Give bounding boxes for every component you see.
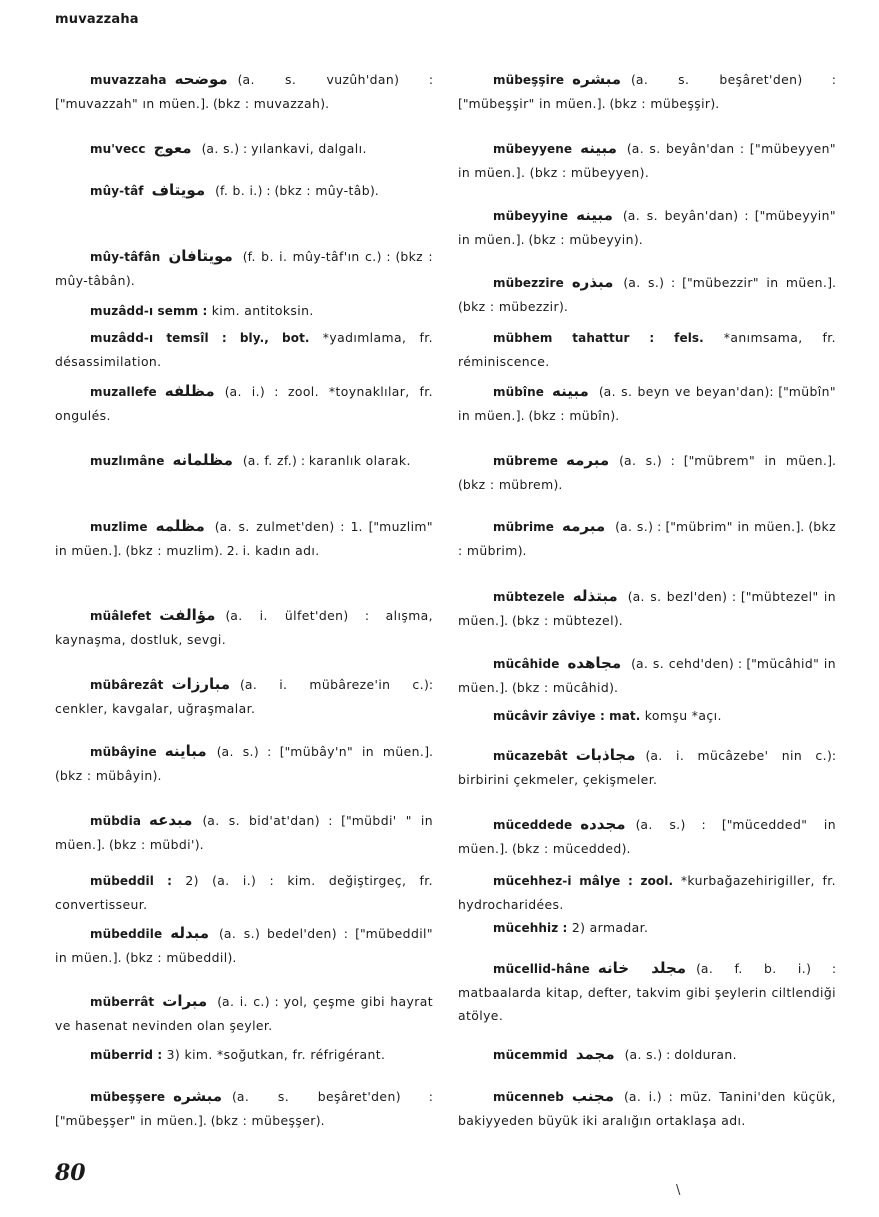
entry-definition: (a. i.) : müz. Tanini'den küçük, bakiyyeden büyük iki aralığın ortaklaşa adı. (458, 1089, 836, 1128)
entry-definition: (a. s. bezl'den) : ["mübtezel" in müen.]. (bkz : mübtezel). (458, 589, 836, 628)
entry-definition: (a. i. ülfet'den) : alışma, kaynaşma, dostluk, sevgi. (55, 608, 433, 647)
dictionary-entry (458, 1043, 836, 1067)
entry-arabic-script: مؤالفت (159, 606, 216, 624)
entry-arabic-script: مبذره (571, 273, 614, 291)
entry-headword: mücenneb (493, 1090, 564, 1104)
entry-definition: (a. s.) : ["mübây'n" in müen.]. (bkz : mübâyin). (55, 744, 433, 783)
entry-arabic-script: مجاهده (567, 654, 622, 672)
entry-arabic-script: مجمد (575, 1045, 615, 1063)
dictionary-entry (55, 245, 433, 292)
entry-arabic-script: مبینه (552, 382, 589, 400)
entry-headword: müceddede (493, 818, 573, 832)
dictionary-entry (55, 179, 433, 203)
dictionary-entry (55, 809, 433, 856)
entry-arabic-script: مظلمانه (172, 451, 233, 469)
dictionary-entry (55, 869, 433, 916)
entry-definition: (a. i. mücâzebe' nin c.): birbirini çekmeler, çekişmeler. (458, 748, 836, 787)
entry-headword: muzlime (90, 520, 148, 534)
entry-definition: 2) (a. i.) : kim. değiştirgeç, fr. convertisseur. (55, 873, 433, 912)
entry-headword: mücâvir zâviye : mat. (493, 709, 641, 723)
entry-definition: (a. i.) : zool. *toynaklılar, fr. ongulés. (55, 384, 433, 423)
entry-headword: mübtezele (493, 590, 565, 604)
dictionary-entry (55, 604, 433, 651)
entry-definition: 2) armadar. (571, 920, 649, 935)
entry-headword: müberrid : (90, 1048, 163, 1062)
entry-definition: (a. s. beşâret'den) : ["mübeşşir" in müen.]. (bkz : mübeşşir). (458, 72, 836, 111)
entry-arabic-script: مظلفه (164, 382, 215, 400)
dictionary-entry (55, 673, 433, 720)
dictionary-entry (55, 515, 433, 562)
entry-headword: mücâhide (493, 657, 560, 671)
entry-headword: muzâdd-ı temsîl : bly., bot. (90, 331, 310, 345)
dictionary-entry (458, 449, 836, 496)
entry-headword: muvazzaha (90, 73, 167, 87)
dictionary-entry (55, 326, 433, 373)
page-number: 80 (55, 1160, 86, 1186)
running-head: muvazzaha (55, 12, 139, 27)
entry-definition: *yadımlama, fr. désassimilation. (55, 330, 433, 369)
entry-definition: (a. i. c.) : yol, çeşme gibi hayrat ve hasenat nevinden olan şeyler. (55, 994, 433, 1033)
entry-headword: mübeyyene (493, 142, 573, 156)
entry-definition: (a. s. beyn ve beyan'dan): ["mübîn" in müen.]. (bkz : mübîn). (458, 384, 836, 423)
entry-definition: (a. s.) : ["mübrem" in müen.]. (bkz : mübrem). (458, 453, 836, 492)
dictionary-entry (55, 740, 433, 787)
entry-arabic-script: مبینه (576, 206, 613, 224)
dictionary-entry (55, 449, 433, 473)
entry-headword: mücehhiz : (493, 921, 568, 935)
entry-definition: (a. s. beşâret'den) : ["mübeşşer" in müen.]. (bkz : mübeşşer). (55, 1089, 433, 1128)
dictionary-entry (458, 704, 836, 728)
entry-headword: mübârezât (90, 678, 164, 692)
entry-arabic-script: معوج (153, 139, 192, 157)
entry-arabic-script: مبدله (170, 924, 210, 942)
entry-arabic-script: مبینه (580, 139, 617, 157)
dictionary-entry (55, 990, 433, 1037)
dictionary-entry (458, 744, 836, 791)
entry-headword: mücazebât (493, 749, 568, 763)
entry-headword: müâlefet (90, 609, 152, 623)
dictionary-entry (458, 1085, 836, 1132)
entry-headword: mücehhez-i mâlye : zool. (493, 874, 674, 888)
entry-headword: müberrât (90, 995, 155, 1009)
entry-definition: (a. f. zf.) : karanlık olarak. (242, 453, 411, 468)
entry-definition: (a. s. cehd'den) : ["mücâhid" in müen.]. (bkz : mücâhid). (458, 656, 836, 695)
entry-definition: (f. b. i. mûy-tâf'ın c.) : (bkz : mûy-tâbân). (55, 249, 433, 288)
entry-headword: mübâyine (90, 745, 157, 759)
dictionary-entry (55, 380, 433, 427)
entry-definition: (a. s.) : dolduran. (624, 1047, 737, 1062)
entry-definition: kim. antitoksin. (211, 303, 314, 318)
dictionary-entry (458, 326, 836, 373)
entry-arabic-script: مبدعه (149, 811, 193, 829)
entry-headword: mübeşşere (90, 1090, 166, 1104)
entry-definition: (a. i. mübâreze'in c.): cenkler, kavgalar, uğraşmalar. (55, 677, 433, 716)
entry-headword: mu'vecc (90, 142, 146, 156)
dictionary-entry (458, 68, 836, 115)
entry-headword: mübeyyine (493, 209, 569, 223)
entry-arabic-script: مباینه (164, 742, 207, 760)
margin-mark: \ (676, 1183, 681, 1198)
dictionary-entry (458, 957, 836, 1027)
entry-arabic-script: مبشره (173, 1087, 223, 1105)
dictionary-entry (55, 922, 433, 969)
entry-definition: (a. s. beyân'dan : ["mübeyyen" in müen.]. (bkz : mübeyyen). (458, 141, 836, 180)
entry-arabic-script: مبارزات (171, 675, 231, 693)
entry-headword: mübezzire (493, 276, 564, 290)
dictionary-entry (458, 137, 836, 184)
dictionary-entry (458, 380, 836, 427)
entry-definition: komşu *açı. (644, 708, 722, 723)
entry-arabic-script: مویتاف (151, 181, 206, 199)
entry-arabic-script: مظلمه (155, 517, 205, 535)
entry-arabic-script: مویتافان (168, 247, 233, 265)
entry-headword: mûy-tâf (90, 184, 144, 198)
entry-headword: mücellid-hâne (493, 962, 590, 976)
entry-headword: mûy-tâfân (90, 250, 161, 264)
dictionary-entry (55, 68, 433, 115)
dictionary-entry (458, 813, 836, 860)
entry-definition: *kurbağazehirigiller, fr. hydrocharidées. (458, 873, 836, 912)
entry-headword: mübeddil : (90, 874, 173, 888)
entry-headword: mübreme (493, 454, 559, 468)
entry-headword: mübîne (493, 385, 545, 399)
entry-headword: muzâdd-ı semm : (90, 304, 208, 318)
entry-arabic-script: مجدده (580, 815, 626, 833)
entry-definition: (a. f. b. i.) : matbaalarda kitap, defter, takvim gibi şeylerin ciltlendiği atölye. (458, 961, 836, 1023)
entry-definition: (f. b. i.) : (bkz : mûy-tâb). (215, 183, 379, 198)
entry-definition: (a. s. bid'at'dan) : ["mübdi' " in müen.]. (bkz : mübdi'). (55, 813, 433, 852)
dictionary-entry (55, 299, 433, 323)
entry-definition: (a. s. vuzûh'dan) : ["muvazzah" ın müen.]. (bkz : muvazzah). (55, 72, 433, 111)
entry-headword: mücemmid (493, 1048, 568, 1062)
entry-definition: 3) kim. *soğutkan, fr. réfrigérant. (166, 1047, 386, 1062)
dictionary-entry (55, 1043, 433, 1067)
entry-arabic-script: مبتذله (572, 587, 618, 605)
entry-headword: muzlımâne (90, 454, 165, 468)
entry-arabic-script: مبرمه (566, 451, 610, 469)
entry-arabic-script: مبرات (162, 992, 208, 1010)
entry-arabic-script: مجنب (571, 1087, 615, 1105)
entry-definition: (a. s.) : ["mübrim" in müen.]. (bkz : mübrim). (458, 519, 836, 558)
entry-definition: (a. s.) : ["mücedded" in müen.]. (bkz : mücedded). (458, 817, 836, 856)
entry-definition: (a. s.) : yılankavi, dalgalı. (201, 141, 367, 156)
entry-arabic-script: مبرمه (562, 517, 606, 535)
entry-arabic-script: مبشره (572, 70, 622, 88)
entry-headword: mübeddile (90, 927, 163, 941)
dictionary-entry (458, 585, 836, 632)
entry-definition: (a. s.) bedel'den) : ["mübeddil" in müen.]. (bkz : mübeddil). (55, 926, 433, 965)
dictionary-entry (458, 204, 836, 251)
entry-headword: muzallefe (90, 385, 157, 399)
dictionary-entry (458, 271, 836, 318)
entry-headword: mübdia (90, 814, 142, 828)
entry-headword: mübrime (493, 520, 555, 534)
entry-arabic-script: موضحه (174, 70, 228, 88)
entry-definition: (a. s. zulmet'den) : 1. ["muzlim" in müen.]. (bkz : muzlim). 2. i. kadın adı. (55, 519, 433, 558)
entry-headword: mübhem tahattur : fels. (493, 331, 704, 345)
dictionary-entry (55, 1085, 433, 1132)
dictionary-entry (55, 137, 433, 161)
dictionary-entry (458, 916, 836, 940)
dictionary-entry (458, 869, 836, 916)
dictionary-entry (458, 652, 836, 699)
entry-arabic-script: مجلد خانه (597, 959, 687, 977)
entry-definition: (a. s. beyân'dan) : ["mübeyyin" in müen.]. (bkz : mübeyyin). (458, 208, 836, 247)
entry-arabic-script: مجاذبات (575, 746, 636, 764)
entry-headword: mübeşşire (493, 73, 565, 87)
entry-definition: *anımsama, fr. réminiscence. (458, 330, 836, 369)
entry-definition: (a. s.) : ["mübezzir" in müen.]. (bkz : mübezzir). (458, 275, 836, 314)
dictionary-entry (458, 515, 836, 562)
